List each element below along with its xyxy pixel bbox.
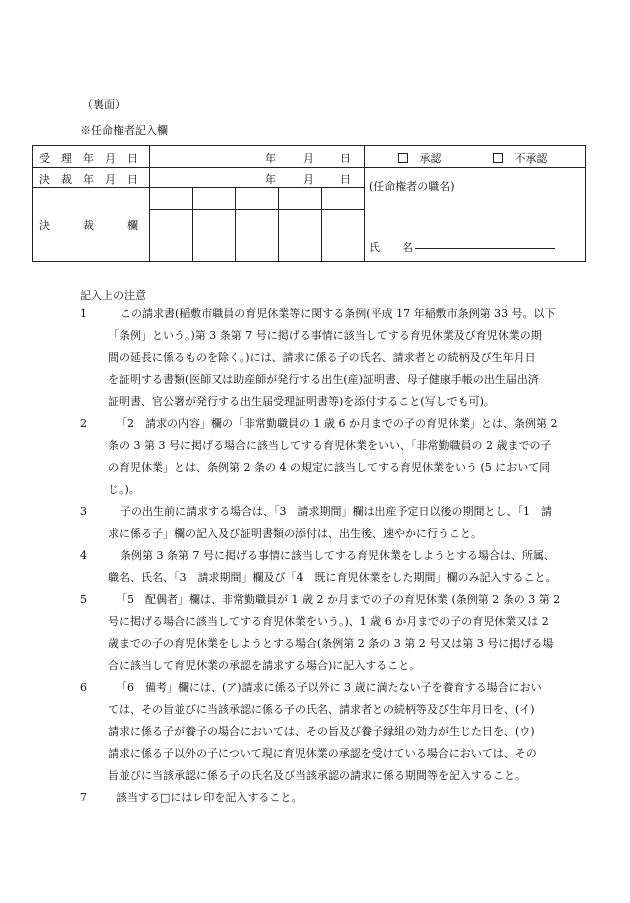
col-divider [364,146,365,261]
note-line: 求に係る子」欄の記入及び証明書類の添付は、出生後、速やかに行うこと。 [108,527,482,540]
note-line: 条例第 3 条第 7 号に掲げる事情に該当してする育児休業をしようとする場合は、所属、 [120,549,555,562]
note-item [80,545,560,589]
note-line: 旨並びに当該承認に係る子の氏名及び当該承認の請求に係る期間等を記入すること。 [108,769,526,782]
note-line: じ。)。 [108,483,140,496]
note-line: 請求に係る子以外の子について現に育児休業の承認を受けている場合においては、その [108,747,537,760]
note-line: 条の 3 第 3 号に掲げる場合に該当してする育児休業をいい、「非常勤職員の 2 歳までの子 [108,439,552,452]
note-line: 「5 配偶者」欄は、非常勤職員が 1 歳 2 か月までの子の育児休業 (条例第 2 条の 3 第 2 [116,593,561,606]
notes-list [80,303,560,809]
row-divider [33,167,585,168]
note-line: 号に掲げる場合に該当してする育児休業をいう。)、1 歳 6 か月までの子の育児休業又は 2 [108,615,549,628]
decision-day-unit: 日 [340,173,351,186]
note-number: 3 [80,505,87,518]
note-number: 4 [80,549,87,562]
note-line: 職名、氏名、「3 請求期間」欄及び「4 既に育児休業をした期間」欄のみ記入すること。 [108,571,557,584]
notes-title: 記入上の注意 [80,289,146,302]
note-line: を証明する書類(医師又は助産師が発行する出生(産)証明書、母子健康手帳の出生届出済 [108,373,539,386]
note-item [80,589,560,677]
note-line: 証明書、官公署が発行する出生届受理証明書等)を添付すること(写しでも可)。 [108,395,495,408]
note-line: 「2 請求の内容」欄の「非常勤職員の 1 歳 6 か月までの子の育児休業」とは、条例第 2 [116,417,558,430]
col-divider [278,187,279,261]
received-month-unit: 月 [303,152,314,165]
name-label: 氏 名 [369,241,413,254]
reject-option[interactable] [493,150,548,166]
note-line: 間の延長に係るものを除く。)には、請求に係る子の氏名、請求者との続柄及び生年月日 [108,351,536,364]
note-item [80,413,560,501]
decision-month-unit: 月 [303,173,314,186]
note-line: 子の出生前に請求する場合は、「3 請求期間」欄は出産予定日以後の期間とし、「1 請 [120,505,552,518]
note-line: 「6 備考」欄には、(ア)請求に係る子以外に 3 歳に満たない子を養育する場合におい [116,681,542,694]
row-divider [149,209,364,210]
received-year-unit: 年 [265,152,276,165]
note-number: 6 [80,681,87,694]
appointer-form-table [32,145,586,262]
note-number: 2 [80,417,87,430]
note-line: この請求書(稲敷市職員の育児休業等に関する条例(平成 17 年稲敷市条例第 33 号。以下 [120,307,556,320]
row-divider [33,187,364,188]
appointer-title-label: (任命権者の職名) [369,180,455,193]
note-item [80,677,560,787]
section-title: ※任命権者記入欄 [80,124,168,137]
received-day-unit: 日 [340,152,351,165]
decision-stamp-label: 決 裁 欄 [39,219,138,232]
note-number: 7 [80,791,87,804]
page-side-label: （裏面） [82,98,126,111]
note-line: 該当する□にはレ印を記入すること。 [116,791,303,804]
reject-label: 不承認 [514,152,548,165]
approve-option[interactable] [398,150,442,166]
note-number: 5 [80,593,87,606]
note-line: の育児休業」とは、条例第 2 条の 4 の規定に該当してする育児休業をいう (5 において同 [108,461,551,474]
col-divider [192,187,193,261]
approve-label: 承認 [419,152,442,165]
received-date-label: 受 理 年 月 日 [39,152,138,165]
note-line: 請求に係る子が養子の場合においては、その旨及び養子縁組の効力が生じた日を、(ウ) [108,725,535,738]
note-item [80,787,560,809]
note-line: 合に該当して育児休業の承認を請求する場合)に記入すること。 [108,659,421,672]
approve-checkbox[interactable] [398,153,408,163]
note-line: 「条例」という。)第 3 条第 7 号に掲げる事情に該当してする育児休業及び育児休業の期 [108,329,542,342]
decision-year-unit: 年 [265,173,276,186]
note-item [80,501,560,545]
col-divider [149,146,150,261]
note-number: 1 [80,307,87,320]
decision-date-label: 決 裁 年 月 日 [39,173,138,186]
name-field[interactable] [415,248,555,249]
col-divider [235,187,236,261]
note-line: 歳までの子の育児休業をしようとする場合(条例第 2 条の 3 第 2 号又は第 3 号に掲げる場 [108,637,554,650]
col-divider [321,187,322,261]
note-line: ては、その旨並びに当該承認に係る子の氏名、請求者との続柄等及び生年月日を、(イ) [108,703,535,716]
note-item [80,303,560,413]
reject-checkbox[interactable] [493,153,503,163]
